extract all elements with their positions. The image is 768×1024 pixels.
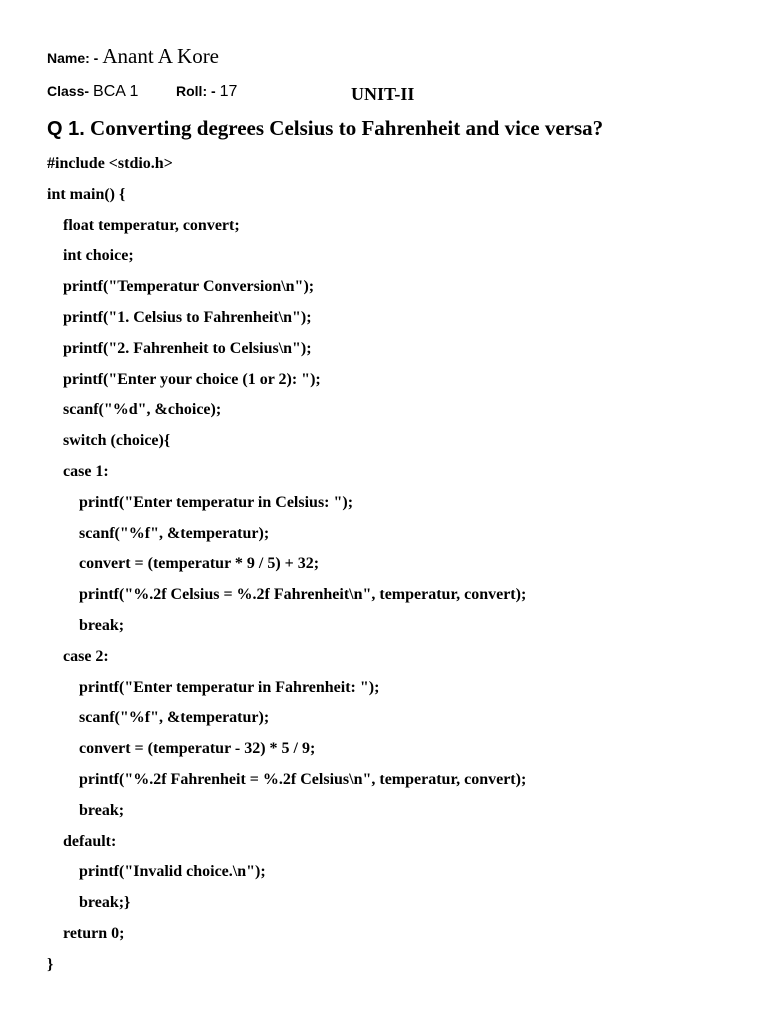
name-row: [47, 44, 219, 69]
code-line: printf("%.2f Celsius = %.2f Fahrenheit\n", temperatur, convert);: [47, 586, 527, 604]
code-line: int main() {: [47, 185, 126, 203]
code-line: }: [47, 955, 54, 973]
code-line: printf("2. Fahrenheit to Celsius\n");: [47, 339, 312, 357]
code-line: break;: [47, 616, 125, 634]
code-line: case 2:: [47, 647, 109, 665]
code-line: printf("Enter temperatur in Fahrenheit: ");: [47, 678, 380, 696]
class-label: Class-: [47, 83, 90, 99]
roll-value: 17: [219, 83, 238, 100]
code-line: printf("Enter temperatur in Celsius: ");: [47, 493, 354, 511]
class-value: BCA 1: [93, 83, 139, 100]
question-number: Q 1.: [47, 118, 85, 140]
code-line: convert = (temperatur * 9 / 5) + 32;: [47, 555, 320, 573]
code-block: [47, 153, 526, 985]
code-line: printf("1. Celsius to Fahrenheit\n");: [47, 308, 312, 326]
code-line: break;: [47, 801, 125, 819]
code-line: switch (choice){: [47, 432, 171, 450]
code-line: scanf("%d", &choice);: [47, 401, 222, 419]
code-line: printf("Temperatur Conversion\n");: [47, 278, 315, 296]
student-name: Anant A Kore: [102, 44, 220, 68]
code-line: printf("Invalid choice.\n");: [47, 863, 266, 881]
code-line: case 1:: [47, 462, 109, 480]
question-text: Converting degrees Celsius to Fahrenheit and vice versa?: [90, 116, 604, 140]
name-label: Name: -: [47, 50, 99, 66]
unit-heading: UNIT-II: [351, 84, 415, 104]
code-line: printf("%.2f Fahrenheit = %.2f Celsius\n", temperatur, convert);: [47, 770, 527, 788]
code-line: scanf("%f", &temperatur);: [47, 709, 270, 727]
class-row: [47, 83, 415, 104]
code-line: return 0;: [47, 924, 125, 942]
code-line: break;}: [47, 894, 131, 912]
code-line: default:: [47, 832, 117, 850]
code-line: convert = (temperatur - 32) * 5 / 9;: [47, 740, 316, 758]
roll-group: [176, 83, 237, 101]
code-line: int choice;: [47, 247, 134, 265]
question-heading: [47, 116, 603, 141]
code-line: float temperatur, convert;: [47, 216, 240, 234]
code-line: printf("Enter your choice (1 or 2): ");: [47, 370, 321, 388]
code-line: scanf("%f", &temperatur);: [47, 524, 270, 542]
code-line: #include <stdio.h>: [47, 155, 173, 172]
roll-label: Roll: -: [176, 83, 216, 99]
